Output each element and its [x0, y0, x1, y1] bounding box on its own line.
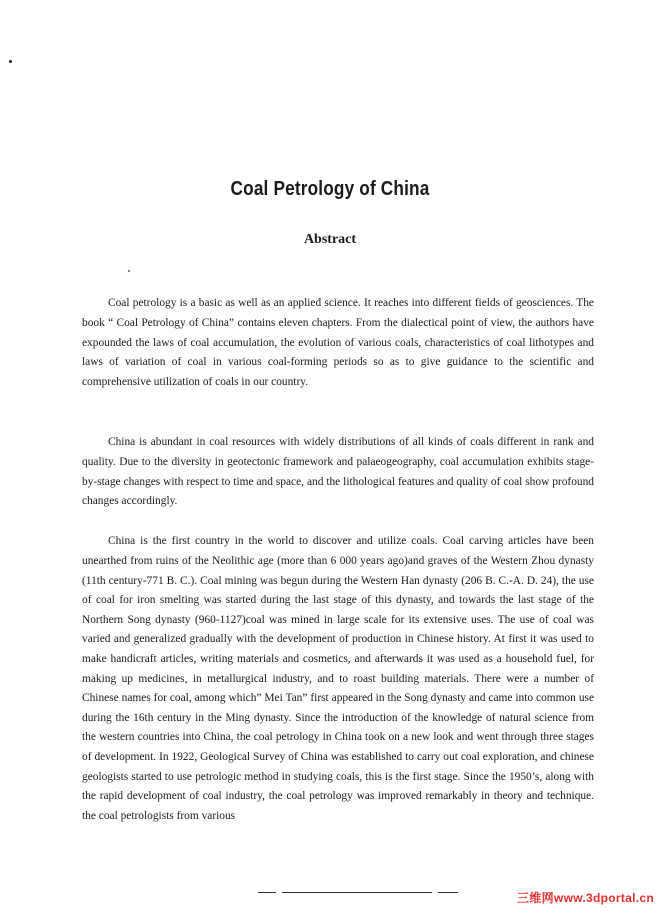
abstract-paragraph-1: Coal petrology is a basic as well as an applied science. It reaches into different fields of geosciences. The book “ Coal Petrology of China” contains eleven chapters. From the dialectical point of view, the authors have expounded the laws of coal accumulation, the evolution of various coals, characteristics of coal lithotypes and laws of variation of coal in various coal-forming periods so as to give guidance to the scientific and comprehensive utilization of coals in our country.: [82, 297, 594, 388]
abstract-paragraph-3: China is the first country in the world to discover and utilize coals. Coal carving articles have been unearthed from ruins of the Neolithic age (more than 6 000 years ago)and graves of the Western Zhou dynasty (11th century-771 B. C.). Coal mining was begun during the Western Han dynasty (206 B. C.-A. D. 24), the use of coal for iron smelting was started during the last stage of this dynasty, and towards the last stage of the Northern Song dynasty (960-1127)coal was mined in large scale for its extensive uses. The use of coal was varied and generalized gradually with the development of production in Chinese history. At first it was used to make handicraft articles, writing materials and cosmetics, and afterwards it was used as a household fuel, for making up medicines, in metallurgical industry, and to roast building materials. There were a number of Chinese names for coal, among which” Mei Tan” first appeared in the Song dynasty and came into common use during the 16th century in the Ming dynasty. Since the introduction of the knowledge of natural science from the western countries into China, the coal petrology in China took on a new look and went through three stages of development. In 1922, Geological Survey of China was established to carry out coal exploration, and chinese geologists started to use petrologic method in studying coals, this is the first stage. Since the 1950’s, along with the rapid development of coal industry, the coal petrology was improved remarkably in theory and technique. the coal petrologists from various: [82, 535, 594, 822]
margin-dot: [9, 60, 12, 63]
scan-speck: [128, 270, 130, 272]
footer-rule-main: [282, 892, 432, 893]
abstract-paragraph-2: China is abundant in coal resources with widely distributions of all kinds of coals different in rank and quality. Due to the diversity in geotectonic framework and palaeogeography, coal accumulation exhibits stage-by-stage changes with respect to time and space, and the lithological features and quality of coal show profound changes accordingly.: [82, 436, 594, 508]
footer-rule-left: [258, 892, 276, 893]
abstract-heading: Abstract: [303, 232, 357, 247]
site-watermark: 三维网www.3dportal.cn: [517, 891, 654, 905]
document-title: Coal Petrology of China: [230, 178, 430, 200]
footer-rule-right: [438, 892, 458, 893]
